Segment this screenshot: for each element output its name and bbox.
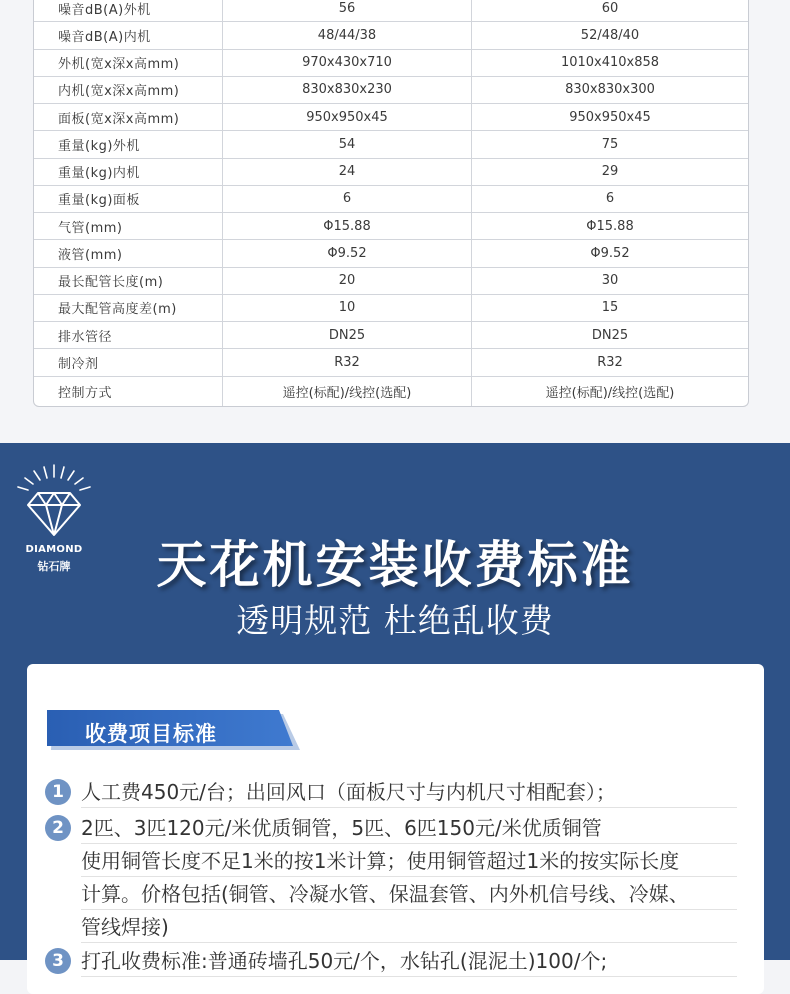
spec-value-model-2: 6 xyxy=(605,191,615,207)
spec-label: 面板(宽x深x高mm) xyxy=(34,104,223,130)
spec-value-model-2: 遥控(标配)/线控(选配) xyxy=(545,385,675,401)
spec-row xyxy=(34,349,748,376)
spec-row xyxy=(34,22,748,49)
spec-value-model-2: R32 xyxy=(597,354,623,370)
spec-row xyxy=(34,240,748,267)
fee-items-tag-label: 收费项目标准 xyxy=(85,722,217,746)
spec-value-model-1: DN25 xyxy=(223,322,472,348)
spec-row xyxy=(34,159,748,186)
spec-row xyxy=(34,50,748,77)
spec-value-model-2: Φ9.52 xyxy=(590,245,630,261)
spec-value-model-2: 15 xyxy=(601,300,619,316)
spec-value-model-1: 56 xyxy=(223,0,472,21)
spec-table xyxy=(33,0,749,407)
spec-label: 控制方式 xyxy=(34,377,223,406)
spec-label: 最大配管高度差(m) xyxy=(34,295,223,321)
spec-value-model-2: 830x830x300 xyxy=(565,82,655,98)
spec-label: 重量(kg)面板 xyxy=(34,186,223,212)
item-number-badge: 2 xyxy=(45,815,71,841)
install-fee-banner xyxy=(0,443,790,973)
spec-label: 外机(宽x深x高mm) xyxy=(34,50,223,76)
spec-row xyxy=(34,77,748,104)
spec-value-model-2: 950x950x45 xyxy=(569,109,651,125)
spec-value-model-2: 29 xyxy=(601,164,619,180)
page-subtitle: 透明规范 杜绝乱收费 xyxy=(236,601,554,640)
spec-value-model-1: 970x430x710 xyxy=(223,50,472,76)
spec-value-model-2: 60 xyxy=(601,0,619,16)
spec-label: 噪音dB(A)外机 xyxy=(34,0,223,21)
spec-value-model-2: 1010x410x858 xyxy=(560,55,660,71)
page-title: 天花机安装收费标准 xyxy=(156,536,634,594)
spec-label: 制冷剂 xyxy=(34,349,223,375)
spec-value-model-1: 54 xyxy=(223,131,472,157)
spec-value-model-1: 遥控(标配)/线控(选配) xyxy=(223,377,472,406)
spec-value-model-1: 830x830x230 xyxy=(223,77,472,103)
spec-value-model-1: 20 xyxy=(223,268,472,294)
spec-row xyxy=(34,104,748,131)
logo-text-en: DIAMOND xyxy=(25,544,83,555)
fee-item-line: 人工费450元/台；出回风口（面板尺寸与内机尺寸相配套）； xyxy=(81,776,737,808)
spec-label: 排水管径 xyxy=(34,322,223,348)
spec-value-model-2: 75 xyxy=(601,136,619,152)
spec-row xyxy=(34,268,748,295)
spec-row xyxy=(34,322,748,349)
fee-item-line: 管线焊接) xyxy=(81,911,737,943)
spec-value-model-2: 52/48/40 xyxy=(580,27,640,43)
spec-label: 气管(mm) xyxy=(34,213,223,239)
spec-value-model-1: 6 xyxy=(223,186,472,212)
spec-label: 重量(kg)外机 xyxy=(34,131,223,157)
spec-label: 内机(宽x深x高mm) xyxy=(34,77,223,103)
spec-label: 噪音dB(A)内机 xyxy=(34,22,223,48)
spec-value-model-1: R32 xyxy=(223,349,472,375)
spec-section xyxy=(0,0,790,443)
fee-item-line: 2匹、3匹120元/米优质铜管，5匹、6匹150元/米优质铜管 xyxy=(81,812,737,844)
spec-label: 液管(mm) xyxy=(34,240,223,266)
spec-value-model-1: Φ9.52 xyxy=(223,240,472,266)
spec-label: 最长配管长度(m) xyxy=(34,268,223,294)
item-number-badge: 1 xyxy=(45,779,71,805)
fee-item-line: 打孔收费标准:普通砖墙孔50元/个，水钻孔(混泥土)100/个; xyxy=(81,945,737,977)
spec-value-model-1: 24 xyxy=(223,159,472,185)
fee-card xyxy=(27,664,764,994)
spec-row xyxy=(34,213,748,240)
spec-row xyxy=(34,186,748,213)
spec-row xyxy=(34,131,748,158)
spec-value-model-1: 10 xyxy=(223,295,472,321)
spec-value-model-2: DN25 xyxy=(591,327,629,343)
item-number-badge: 3 xyxy=(45,948,71,974)
spec-value-model-1: 48/44/38 xyxy=(223,22,472,48)
spec-row xyxy=(34,295,748,322)
fee-item-line: 计算。价格包括(铜管、冷凝水管、保温套管、内外机信号线、冷媒、 xyxy=(81,878,737,910)
spec-value-model-2: 30 xyxy=(601,273,619,289)
spec-row xyxy=(34,377,748,406)
spec-value-model-1: 950x950x45 xyxy=(223,104,472,130)
fee-items-tag xyxy=(47,710,300,752)
spec-value-model-1: Φ15.88 xyxy=(223,213,472,239)
spec-label: 重量(kg)内机 xyxy=(34,159,223,185)
spec-value-model-2: Φ15.88 xyxy=(586,218,634,234)
fee-item-line: 使用铜管长度不足1米的按1米计算；使用铜管超过1米的按实际长度 xyxy=(81,845,737,877)
spec-row xyxy=(34,0,748,22)
logo-text-cn: 钻石牌 xyxy=(37,560,71,573)
